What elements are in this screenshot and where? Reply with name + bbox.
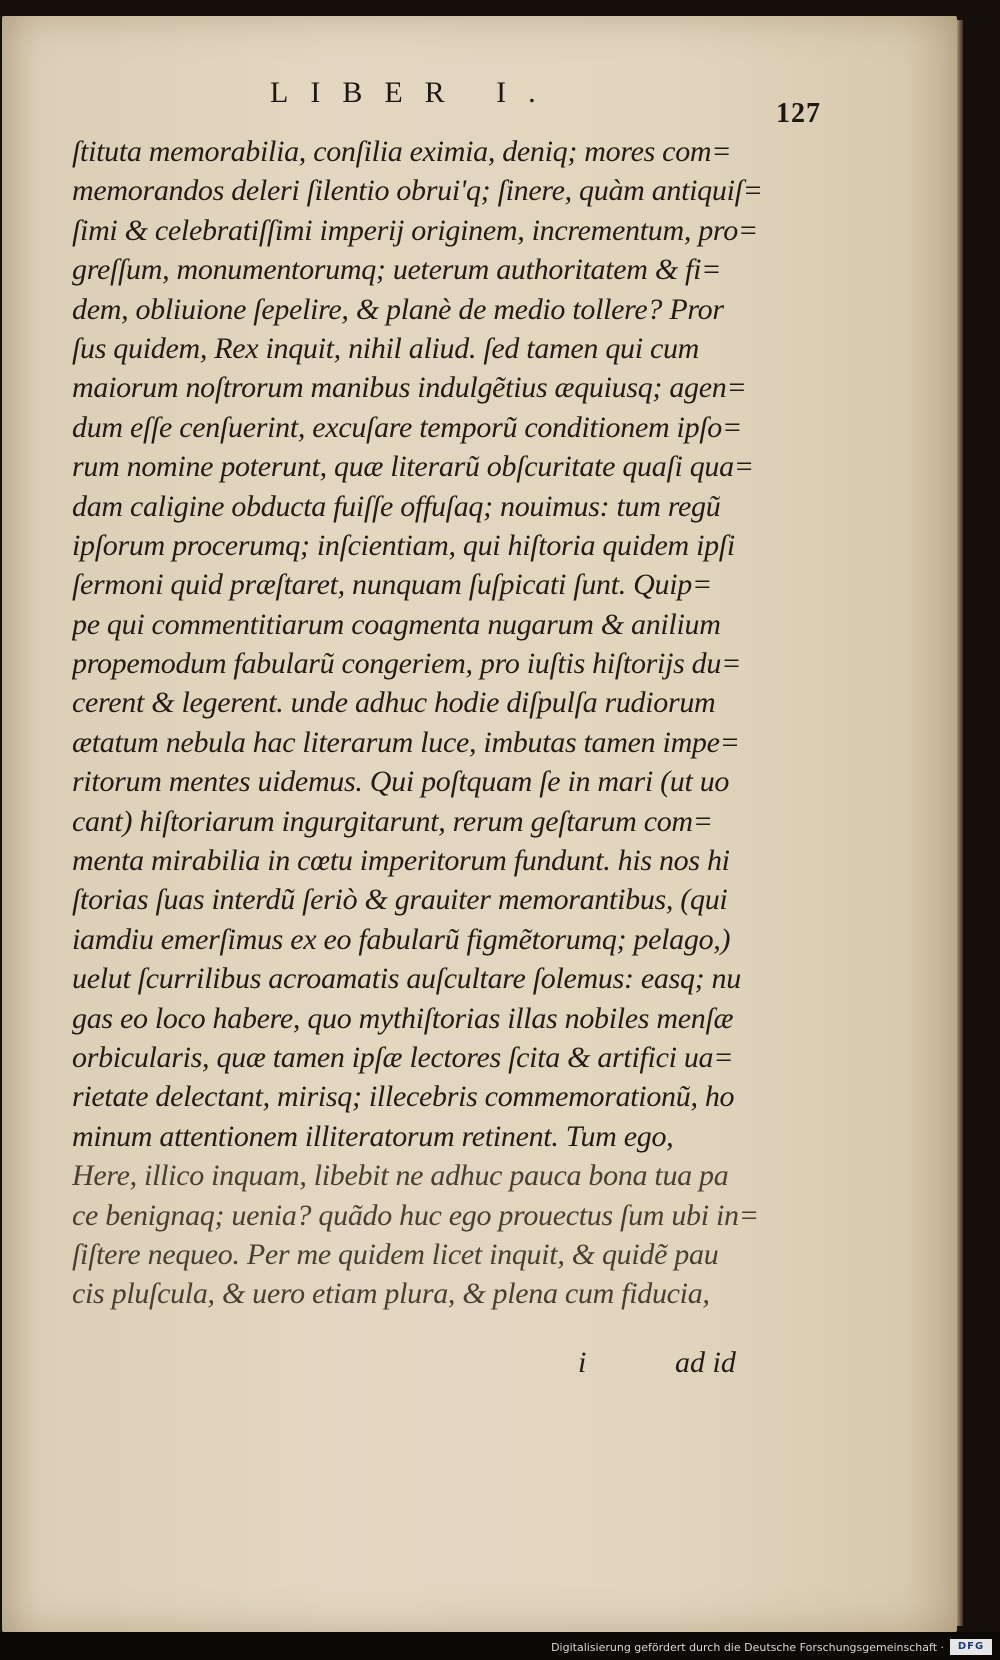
text-line-3: ſimi & celebratiſſimi imperij originem, incrementum, pro=: [72, 213, 758, 247]
text-line-2: memorandos deleri ſilentio obrui'q; ſinere, quàm antiquiſ=: [72, 174, 763, 208]
text-line-5: dem, obliuione ſepelire, & planè de medio tollere? Pror: [72, 292, 724, 326]
text-line-12: ſermoni quid præſtaret, nunquam ſuſpicati ſunt. Quip=: [72, 568, 712, 602]
text-line-13: pe qui commentitiarum coagmenta nugarum & anilium: [72, 607, 721, 641]
text-line-28: ce benignaq; uenia? quãdo huc ego prouectus ſum ubi in=: [72, 1198, 759, 1232]
catchword: ad id: [675, 1346, 736, 1379]
text-line-15: cerent & legerent. unde adhuc hodie diſpulſa rudiorum: [72, 686, 716, 720]
text-line-25: rietate delectant, mirisq; illecebris commemorationũ, ho: [72, 1080, 735, 1114]
text-line-9: rum nomine poterunt, quæ literarũ obſcuritate quaſi qua=: [72, 450, 754, 484]
text-line-19: menta mirabilia in cœtu imperitorum fundunt. his nos hi: [72, 844, 730, 878]
text-line-27: Here, illico inquam, libebit ne adhuc pauca bona tua pa: [72, 1159, 729, 1193]
text-line-21: iamdiu emerſimus ex eo fabularũ figmẽtorumq; pelago,): [72, 922, 731, 956]
text-line-4: greſſum, monumentorumq; ueterum authoritatem & fi=: [72, 253, 722, 287]
signature-mark: i: [578, 1346, 587, 1379]
text-line-18: cant) hiſtoriarum ingurgitarunt, rerum geſtarum com=: [72, 804, 713, 838]
text-line-1: ſtituta memorabilia, conſilia eximia, deniq; mores com=: [72, 135, 732, 168]
page-edge: [957, 20, 963, 1626]
text-line-23: gas eo loco habere, quo mythiſtorias illas nobiles menſæ: [72, 1001, 734, 1035]
text-line-16: ætatum nebula hac literarum luce, imbutas tamen impe=: [72, 725, 740, 759]
text-line-11: ipſorum procerumq; inſcientiam, qui hiſtoria quidem ipſi: [72, 528, 735, 562]
text-line-10: dam caligine obducta fuiſſe offuſaq; nouimus: tum regũ: [72, 489, 721, 523]
page-number: 127: [776, 98, 821, 129]
dfg-logo: DFG: [950, 1639, 992, 1655]
text-block: [72, 132, 772, 1314]
footer-bar: [0, 1632, 1000, 1660]
text-line-7: maiorum noſtrorum manibus indulgẽtius æquiusq; agen=: [72, 371, 747, 405]
funding-note: Digitalisierung gefördert durch die Deutsche Forschungsgemeinschaft ·: [551, 1641, 944, 1654]
text-line-8: dum eſſe cenſuerint, excuſare temporũ conditionem ipſo=: [72, 410, 742, 444]
text-line-20: ſtorias ſuas interdũ ſeriò & grauiter memorantibus, (qui: [72, 883, 728, 917]
running-head: LIBER I.: [270, 76, 558, 109]
text-line-30: cis pluſcula, & uero etiam plura, & plena cum fiducia,: [72, 1277, 710, 1311]
text-line-24: orbicularis, quæ tamen ipſæ lectores ſcita & artifici ua=: [72, 1040, 734, 1074]
text-line-6: ſus quidem, Rex inquit, nihil aliud. ſed tamen qui cum: [72, 331, 700, 365]
text-line-17: ritorum mentes uidemus. Qui poſtquam ſe in mari (ut uo: [72, 765, 730, 799]
text-line-22: uelut ſcurrilibus acroamatis auſcultare ſolemus: easq; nu: [72, 962, 741, 996]
text-line-14: propemodum fabularũ congeriem, pro iuſtis hiſtorijs du=: [72, 647, 742, 681]
text-line-26: minum attentionem illiteratorum retinent. Tum ego,: [72, 1119, 674, 1153]
text-line-29: ſiſtere nequeo. Per me quidem licet inquit, & quidẽ pau: [72, 1237, 719, 1271]
